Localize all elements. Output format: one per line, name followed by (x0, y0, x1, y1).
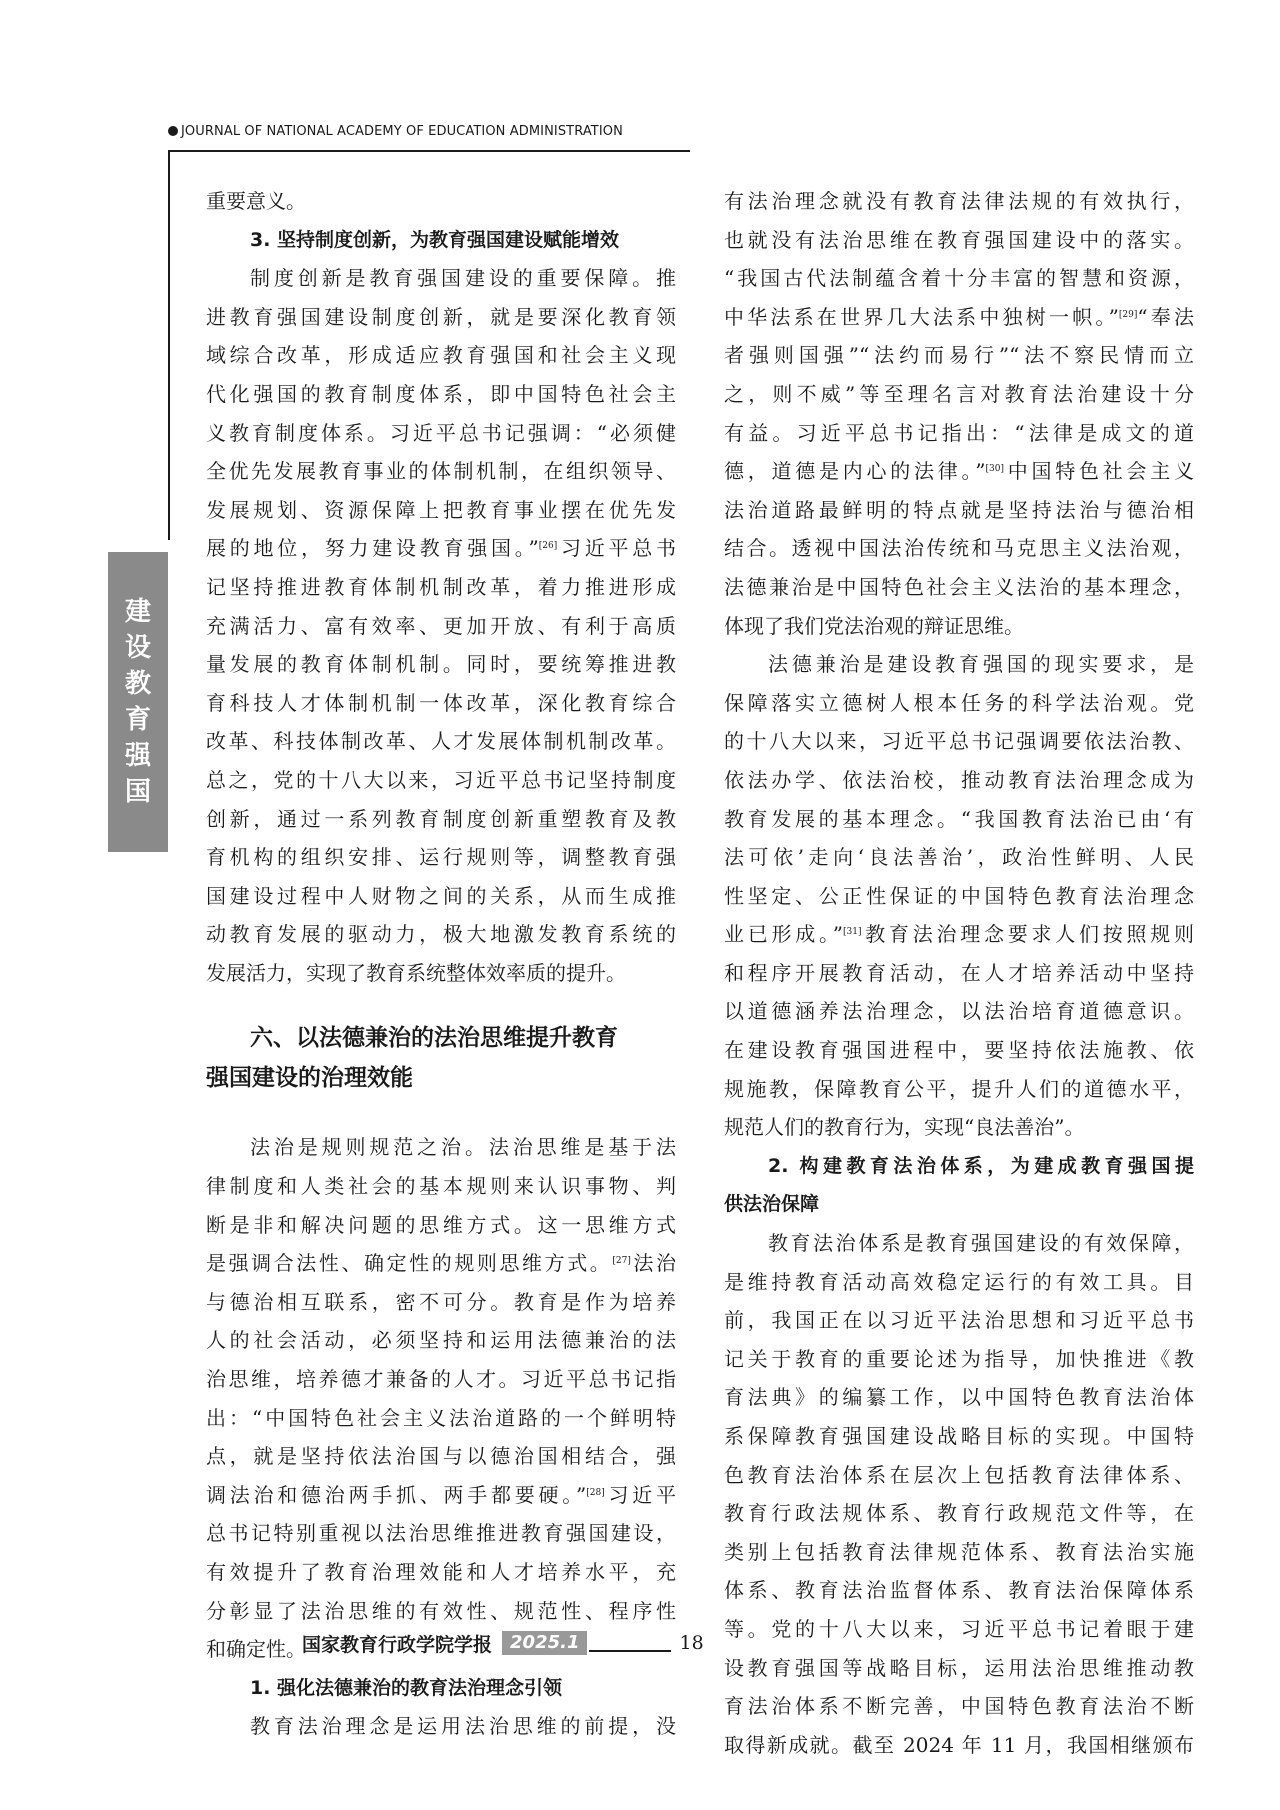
journal-name: 国家教育行政学院学报 (302, 1633, 493, 1656)
text-line: 记关于教育的重要论述为指导，加快推进《教 (724, 1346, 1194, 1371)
text-line: 法治道路最鲜明的特点就是坚持法治与德治相 (724, 497, 1194, 522)
text-line: 育法典》的编纂工作，以中国特色教育法治体 (724, 1385, 1194, 1410)
text-line: 全优先发展教育事业的体制机制，在组织领导、 (206, 459, 676, 484)
left-column (206, 182, 676, 1746)
text-line (724, 298, 1194, 337)
text-line: 域综合改革，形成适应教育强国和社会主义现 (206, 343, 676, 368)
text-line: 是维持教育活动高效稳定运行的有效工具。目 (724, 1269, 1194, 1294)
text-line: 教育法治理念是运用法治思维的前提，没 (250, 1714, 676, 1739)
text-line (206, 529, 676, 568)
text-line: 治思维，培养德才兼备的人才。习近平总书记指 (206, 1367, 676, 1392)
text-line: 法德兼治是中国特色社会主义法治的基本理念， (724, 574, 1194, 599)
section-sidebar-tab (108, 552, 168, 852)
text-line: 量发展的教育体制机制。同时，要统筹推进教 (206, 652, 676, 677)
running-header-text: JOURNAL OF NATIONAL ACADEMY OF EDUCATION ADMINISTRATION (181, 124, 623, 139)
text-line: 义教育制度体系。习近平总书记强调：“必须健 (206, 420, 676, 445)
text-line (724, 452, 1194, 491)
text-line: 教育法治体系是教育强国建设的有效保障， (768, 1231, 1194, 1256)
text-span: 习近平 (604, 1482, 676, 1507)
text-line: 育科技人才体制机制一体改革，深化教育综合 (206, 690, 676, 715)
text-span: 是强调合法性、确定性的规则思维方式。 (206, 1251, 613, 1276)
text-line: 色教育法治体系在层次上包括教育法律体系、 (724, 1462, 1194, 1487)
sidebar-char: 建 (124, 597, 151, 627)
text-line: 总之，党的十八大以来，习近平总书记坚持制度 (206, 767, 676, 792)
text-line (206, 1244, 676, 1283)
text-line: 总书记特别重视以法治思维推进教育强国建设， (206, 1521, 676, 1546)
text-line: 体现了我们党法治观的辩证思维。 (724, 613, 1024, 638)
text-line: 点，就是坚持依法治国与以德治国相结合，强 (206, 1444, 676, 1469)
subsection-heading: 2. 构建教育法治体系，为建成教育强国提 (768, 1154, 1194, 1177)
text-line: 育机构的组织安排、运行规则等，调整教育强 (206, 845, 676, 870)
text-line: 体系、教育法治监督体系、教育法治保障体系 (724, 1578, 1194, 1603)
citation-ref: [26] (538, 541, 558, 552)
footer-rule (589, 1650, 671, 1652)
text-line: 动教育发展的驱动力，极大地激发教育系统的 (206, 922, 676, 947)
text-line: 之，则不威”等至理名言对教育法治建设十分 (724, 381, 1194, 406)
text-line: 和程序开展教育活动，在人才培养活动中坚持 (724, 960, 1194, 985)
text-line: 类别上包括教育法律规范体系、教育法治实施 (724, 1539, 1194, 1564)
text-line (206, 1476, 676, 1515)
text-line: 规范人们的教育行为，实现“良法善治”。 (724, 1115, 1085, 1140)
text-line (724, 915, 1194, 954)
text-line: 国建设过程中人财物之间的关系，从而生成推 (206, 883, 676, 908)
text-line: 制度创新是教育强国建设的重要保障。推 (250, 266, 676, 291)
bullet-dot-icon (168, 126, 178, 136)
text-line: 也就没有法治思维在教育强国建设中的落实。 (724, 227, 1194, 252)
text-line: 依法办学、依法治校，推动教育法治理念成为 (724, 767, 1194, 792)
text-span: 中国特色社会主义 (1003, 459, 1194, 484)
text-span: 法治 (630, 1251, 676, 1276)
text-line: 人的社会活动，必须坚持和运用法德兼治的法 (206, 1328, 676, 1353)
sidebar-char: 设 (124, 633, 151, 663)
citation-ref: [31] (842, 927, 862, 938)
text-span: 教育法治理念要求人们按照规则 (861, 922, 1194, 947)
text-line: 代化强国的教育制度体系，即中国特色社会主 (206, 381, 676, 406)
text-line: 法可依’走向‘良法善治’，政治性鲜明、人民 (724, 845, 1194, 870)
text-line: 出：“中国特色社会主义法治道路的一个鲜明特 (206, 1405, 676, 1430)
text-line: 创新，通过一系列教育制度创新重塑教育及教 (206, 806, 676, 831)
subsection-heading: 供法治保障 (724, 1193, 820, 1216)
citation-ref: [30] (985, 464, 1004, 475)
text-line: 重要意义。 (206, 189, 306, 213)
section-heading: 六、以法德兼治的法治思维提升教育 (250, 1025, 618, 1052)
citation-ref: [27] (612, 1256, 631, 1267)
subsection-heading: 3. 坚持制度创新，为教育强国建设赋能增效 (250, 228, 620, 251)
text-span: “奉法 (1137, 304, 1194, 329)
text-line: 发展规划、资源保障上把教育事业摆在优先发 (206, 497, 676, 522)
right-column (724, 182, 1194, 1764)
text-line: 记坚持推进教育体制机制改革，着力推进形成 (206, 574, 676, 599)
citation-ref: [29] (1118, 309, 1138, 320)
section-heading: 强国建设的治理效能 (206, 1065, 413, 1092)
text-line: 保障落实立德树人根本任务的科学法治观。党 (724, 690, 1194, 715)
header-rule (168, 150, 690, 152)
sidebar-char: 强 (124, 741, 151, 771)
text-line: 等。党的十八大以来，习近平总书记着眼于建 (724, 1616, 1194, 1641)
text-line: 前，我国正在以习近平法治思想和习近平总书 (724, 1308, 1194, 1333)
text-line: 与德治相互联系，密不可分。教育是作为培养 (206, 1289, 676, 1314)
text-span: 中华法系在世界几大法系中独树一帜。” (724, 304, 1119, 329)
text-line: 规施教，保障教育公平，提升人们的道德水平， (724, 1076, 1194, 1101)
sidebar-char: 育 (124, 705, 151, 735)
text-line: 法治是规则规范之治。法治思维是基于法 (250, 1135, 676, 1160)
text-line: 改革、科技体制改革、人才发展体制机制改革。 (206, 729, 676, 754)
text-line: 和确定性。 (206, 1637, 306, 1662)
text-span: 业已形成。” (724, 922, 843, 947)
page-footer (302, 1628, 704, 1658)
text-line: “我国古代法制蕴含着十分丰富的智慧和资源， (724, 266, 1194, 291)
subsection-heading: 1. 强化法德兼治的教育法治理念引领 (250, 1676, 563, 1699)
text-line: 教育发展的基本理念。“我国教育法治已由‘有 (724, 806, 1194, 831)
text-line: 断是非和解决问题的思维方式。这一思维方式 (206, 1212, 676, 1237)
text-line: 系保障教育强国建设战略目标的实现。中国特 (724, 1424, 1194, 1448)
text-line: 法德兼治是建设教育强国的现实要求，是 (768, 652, 1194, 677)
text-line: 有效提升了教育治理效能和人才培养水平，充 (206, 1560, 676, 1584)
text-line: 设教育强国等战略目标，运用法治思维推动教 (724, 1655, 1194, 1680)
citation-ref: [28] (586, 1487, 605, 1498)
text-line: 育法治体系不断完善，中国特色教育法治不断 (724, 1694, 1194, 1719)
issue-badge: 2025.1 (502, 1631, 587, 1655)
text-line: 律制度和人类社会的基本规则来认识事物、判 (206, 1174, 676, 1199)
text-line: 分彰显了法治思维的有效性、规范性、程序性 (206, 1598, 676, 1623)
running-header (168, 124, 688, 150)
text-line: 取得新成就。截至 2024 年 11 月，我国相继颁布 (724, 1732, 1194, 1757)
text-line: 有益。习近平总书记指出：“法律是成文的道 (724, 420, 1194, 445)
text-line: 充满活力、富有效率、更加开放、有利于高质 (206, 613, 676, 638)
text-line: 性坚定、公正性保证的中国特色教育法治理念 (724, 883, 1194, 908)
text-line: 结合。透视中国法治传统和马克思主义法治观， (724, 536, 1194, 561)
text-line: 在建设教育强国进程中，要坚持依法施教、依 (724, 1038, 1194, 1063)
text-span: 展的地位，努力建设教育强国。” (206, 536, 539, 561)
text-line: 有法治理念就没有教育法律法规的有效执行， (724, 189, 1194, 213)
text-line: 进教育强国建设制度创新，就是要深化教育领 (206, 304, 676, 329)
text-line: 教育行政法规体系、教育行政规范文件等，在 (724, 1501, 1194, 1526)
text-span: 德，道德是内心的法律。” (724, 459, 986, 484)
text-line: 的十八大以来，习近平总书记强调要依法治教、 (724, 729, 1194, 754)
margin-rule (168, 150, 170, 540)
text-line: 者强则国强”“法约而易行”“法不察民情而立 (724, 343, 1194, 368)
text-span: 习近平总书 (557, 536, 676, 561)
text-span: 调法治和德治两手抓、两手都要硬。” (206, 1482, 587, 1507)
text-line: 发展活力，实现了教育系统整体效率质的提升。 (206, 960, 626, 985)
text-line: 以道德涵养法治理念，以法治培育道德意识。 (724, 999, 1194, 1024)
sidebar-char: 国 (124, 777, 151, 807)
sidebar-char: 教 (124, 669, 151, 699)
page-number: 18 (679, 1632, 704, 1654)
